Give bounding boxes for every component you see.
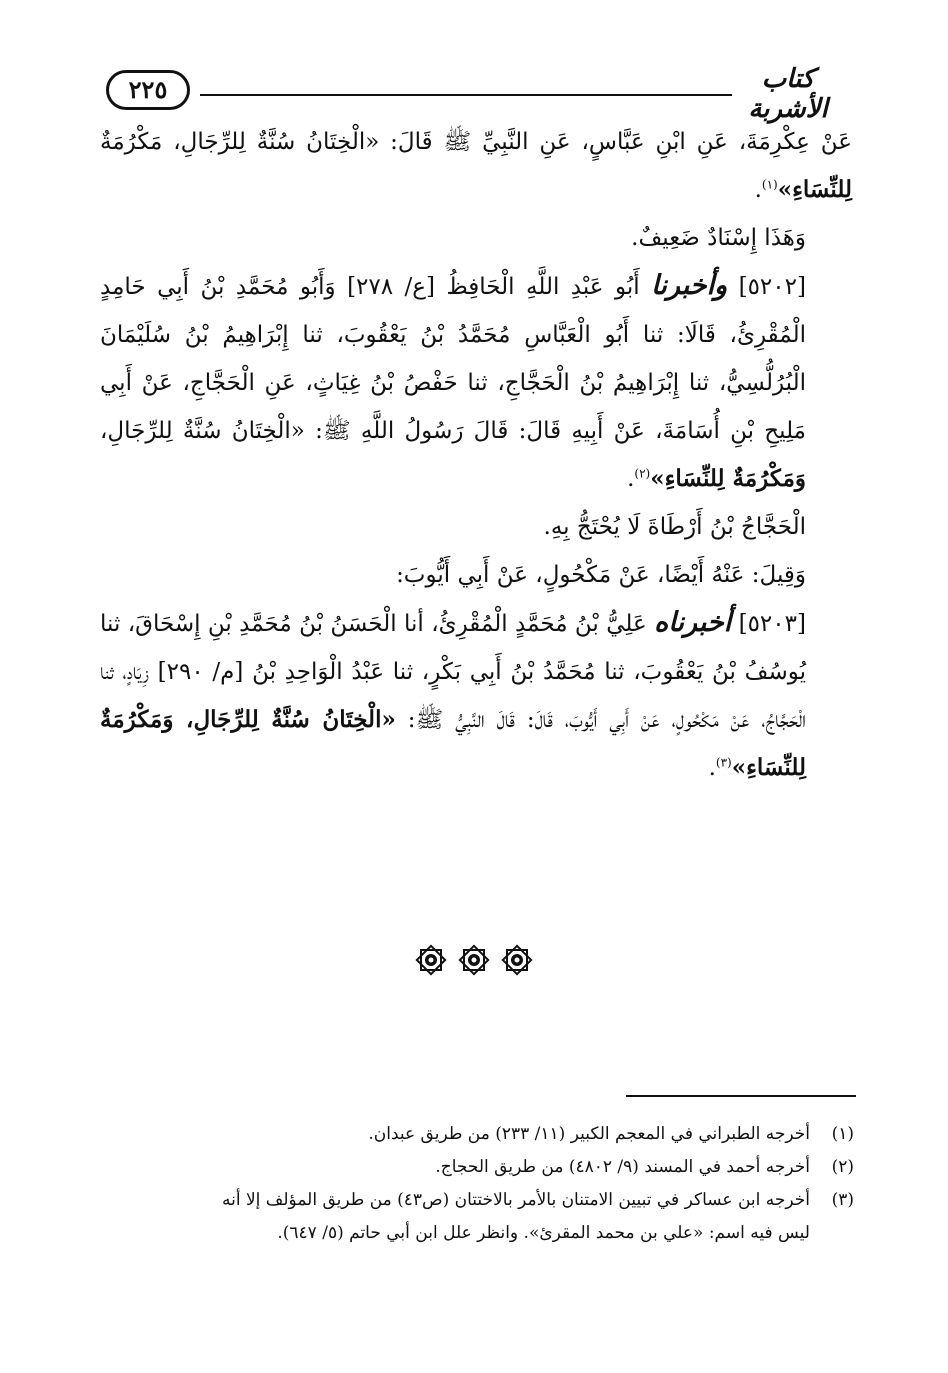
footnote-number: (٣) bbox=[831, 1190, 854, 1210]
footnote bbox=[100, 1118, 854, 1151]
header-rule bbox=[200, 94, 732, 96]
rosette-ornament-icon bbox=[457, 943, 491, 977]
text-line: عَنْ عِكْرِمَةَ، عَنِ ابْنِ عَبَّاسٍ، عَنِ النَّبِيِّ ﷺ قَالَ: «الْخِتَانُ سُنَّةٌ لِلرِّجَالِ، مَكْرُمَةٌ bbox=[100, 129, 852, 155]
footnote-line: أخرجه الطبراني في المعجم الكبير (١١/ ٢٣٣) من طريق عبدان. bbox=[368, 1124, 810, 1144]
footnote-text bbox=[100, 1151, 810, 1184]
footnote-number: (٢) bbox=[831, 1157, 854, 1177]
footnote-ref[interactable]: (١) bbox=[761, 177, 778, 192]
text-line: «الْخِتَانُ سُنَّةٌ لِلرِّجَالِ، وَمَكْرُمَةٌ لِلنِّسَاءِ» bbox=[100, 706, 806, 781]
text-line: وَقِيلَ: عَنْهُ أَيْضًا، عَنْ مَكْحُولٍ، عَنْ أَبِي أَيُّوبَ: bbox=[396, 562, 806, 588]
hadith-number: [٥٢٠٢] bbox=[738, 274, 806, 300]
footnote-line: ليس فيه اسم: «علي بن محمد المقرئ». وانظر علل ابن أبي حاتم (٥/ ٦٤٧). bbox=[277, 1223, 810, 1243]
hadith-number: [٥٢٠٣] bbox=[738, 611, 806, 637]
text-line: الْحَجَّاجُ بْنُ أَرْطَاةَ لَا يُحْتَجُّ بِهِ. bbox=[543, 514, 806, 540]
text-line: مَلِيحِ بْنِ أُسَامَةَ، عَنْ أَبِيهِ قَالَ: قَالَ رَسُولُ اللَّهِ ﷺ: «الْخِتَانُ سُنَّةٌ لِلرِّجَالِ، bbox=[100, 418, 806, 444]
footnotes bbox=[100, 1118, 854, 1250]
text-line: إِسْحَاقَ، ثنا يُوسُفُ بْنُ يَعْقُوبَ، ثنا مُحَمَّدُ بْنُ أَبِي بَكْرٍ، ثنا عَبْدُ الْوَاحِدِ بْنُ bbox=[100, 611, 807, 685]
text-line: أَبُو عَبْدِ اللَّهِ الْحَافِظُ [ع/ ٢٧٨] وَأَبُو مُحَمَّدِ بْنُ أَبِي حَامِدٍ bbox=[100, 274, 640, 300]
text-line: الْمُقْرِئُ، قَالَا: ثنا أَبُو الْعَبَّاسِ مُحَمَّدُ بْنُ يَعْقُوبَ، ثنا إِبْرَاهِيمُ بْنُ سُلَيْمَانَ bbox=[100, 322, 806, 348]
paragraph bbox=[100, 551, 852, 599]
text-line: الْبُرُلُّسِيُّ، ثنا إِبْرَاهِيمُ بْنُ الْحَجَّاجِ، ثنا حَفْصُ بْنُ غِيَاثٍ، عَنِ الْحَجَّاجِ، عَنْ أَبِي bbox=[100, 370, 806, 396]
text-line: وَهَذَا إِسْنَادٌ ضَعِيفٌ. bbox=[631, 225, 806, 251]
text-line: عَلِيُّ بْنُ مُحَمَّدٍ الْمُقْرِئُ، أنا الْحَسَنُ بْنُ مُحَمَّدِ بْنِ bbox=[207, 611, 647, 637]
page-header bbox=[100, 62, 840, 124]
hadith-entry: [٥٢٠٢] وأخبرنا أَبُو عَبْدِ اللَّهِ الْحَافِظُ [ع/ ٢٧٨] وَأَبُو مُحَمَّدِ بْنُ أَبِي حَامِدٍ الْمُقْرِئُ، قَالَا: ثنا أَبُو الْعَبَّاسِ مُحَمَّدُ بْنُ يَعْقُوبَ، ثنا إِبْرَاهِيمُ بْنُ سُلَيْمَانَ الْبُرُلُّسِيُّ، ثنا إِبْرَاهِيمُ بْنُ الْحَجَّاجِ، ثنا حَفْصُ بْنُ غِيَاثٍ، عَنِ الْحَجَّاجِ، عَنْ أَبِي مَلِيحِ بْنِ أُسَامَةَ، عَنْ أَبِيهِ قَالَ: قَالَ رَسُولُ اللَّهِ ﷺ: «الْخِتَانُ سُنَّةٌ لِلرِّجَالِ، وَمَكْرُمَةٌ لِلنِّسَاءِ»$^{(٢)}$. bbox=[100, 270, 806, 492]
narration-lead: وأخبرنا bbox=[651, 270, 728, 301]
rosette-ornament-icon bbox=[414, 943, 448, 977]
narration-lead: أخبرناه bbox=[654, 607, 732, 638]
footnote-line: أخرجه ابن عساكر في تبيين الامتنان بالأمر بالاختتان (ص٤٣) من طريق المؤلف إلا أنه bbox=[221, 1190, 810, 1210]
footnote-separator bbox=[626, 1095, 856, 1097]
text-line: لِلنِّسَاءِ» bbox=[777, 176, 852, 203]
footnote-line: أخرجه أحمد في المسند (٩/ ٤٨٠٢) من طريق الحجاج. bbox=[435, 1157, 810, 1177]
text-line: [م/ ٢٩٠] زِيَادٍ، ثنا الْحَجَّاجُ، عَنْ مَكْحُولٍ، عَنْ أَبِي أَيُّوبَ، قَالَ: قَالَ النَّبِيُّ ﷺ: bbox=[100, 659, 807, 733]
footnote-text bbox=[100, 1184, 810, 1250]
paragraph: عَنْ عِكْرِمَةَ، عَنِ ابْنِ عَبَّاسٍ، عَنِ النَّبِيِّ ﷺ قَالَ: «الْخِتَانُ سُنَّةٌ لِلرِّجَالِ، مَكْرُمَةٌ لِلنِّسَاءِ»$^{(١)}$. bbox=[100, 129, 852, 203]
hadith-entry: [٥٢٠٣] أخبرناه عَلِيُّ بْنُ مُحَمَّدٍ الْمُقْرِئُ، أنا الْحَسَنُ بْنُ مُحَمَّدِ بْنِ إِسْحَاقَ، ثنا يُوسُفُ بْنُ يَعْقُوبَ، ثنا مُحَمَّدُ بْنُ أَبِي بَكْرٍ، ثنا عَبْدُ الْوَاحِدِ بْنُ [م/ ٢٩٠] زِيَادٍ، ثنا الْحَجَّاجُ، عَنْ مَكْحُولٍ، عَنْ أَبِي أَيُّوبَ، قَالَ: قَالَ النَّبِيُّ ﷺ: «الْخِتَانُ سُنَّةٌ لِلرِّجَالِ، وَمَكْرُمَةٌ لِلنِّسَاءِ»$^{(٣)}$. bbox=[100, 607, 807, 781]
footnote-text bbox=[100, 1118, 810, 1151]
page-number: ٢٢٥ bbox=[106, 70, 190, 110]
section-ornament bbox=[414, 940, 534, 980]
main-text bbox=[100, 118, 852, 792]
footnote-ref[interactable]: (٢) bbox=[634, 466, 651, 481]
paragraph bbox=[100, 214, 852, 262]
footnote bbox=[100, 1151, 854, 1184]
footnote-number: (١) bbox=[831, 1124, 854, 1144]
running-title: كتاب الأشربة bbox=[748, 64, 828, 124]
paragraph bbox=[100, 503, 852, 551]
footnote bbox=[100, 1184, 854, 1250]
text-line: وَمَكْرُمَةٌ لِلنِّسَاءِ» bbox=[650, 465, 806, 492]
footnote-ref[interactable]: (٣) bbox=[715, 755, 732, 770]
rosette-ornament-icon bbox=[500, 943, 534, 977]
